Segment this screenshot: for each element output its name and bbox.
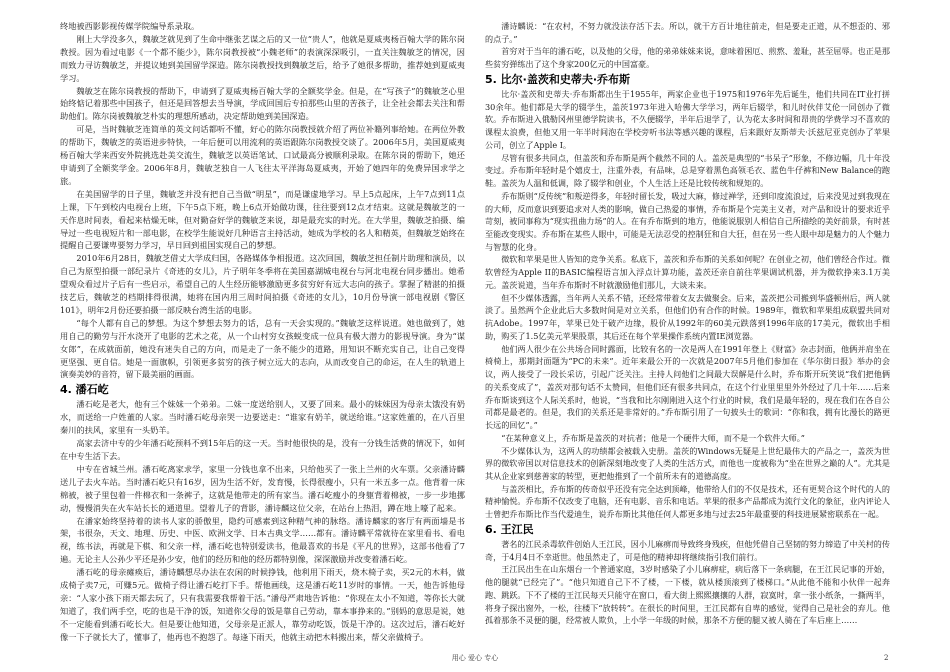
paragraph: 潘石屹的母亲瘫痪后，潘诗麟想尽办法在农闲的时候挣钱，他利用下雨天，烧木椅子卖，买2元的木料，做成椅子卖7元，可赚5元。做椅子得让潘石屹打下手。帮他画线，这是潘石屹11岁时的事情。一天，他告诉他母亲：“人家小孩下雨天都去玩了，只有我需要我帮着干活。”潘母严肃地告诉他：“你现在太小不知道，等你长大就知道了，我们两手空，吃的也是干净的饭，知道你父母的饭是靠自己劳动，靠本事挣来的。”别妈的意思是说，她不一定能看到潘石屹长大。但是要让他知道，父母亲是正派人，靠劳动吃饭，饭是干净的。这次过后，潘石屹好像一下子就长大了，懂事了，他再也不抱怨了。每逢下雨天，他就主动把木料搬出来，帮父亲做椅子。	[60, 567, 465, 642]
paragraph: 2010年6月28日，魏敏芝借丈大学成归国，各路媒体争相报道。这次回国，魏敏芝担任制片助理和演员，以自己为原型拍摄一部纪录片《奇迹的女儿》，片子明年冬季将在美国嘉湖城电视台与河北电视台同步播出。她希望观众看过片子后有一些启示，希望自己的人生经历能够激励更多贫穷好有远大志向的孩子。掌握了精湛的拍摄技艺后，魏敏芝的档期排得很满，她将在国内用三周时间拍摄《奇迹的女儿》，10月份导演一部电视剧《警区101》，明年2月份还要拍摄一部反映台湾生活的电影。	[60, 253, 465, 315]
paragraph: 潘诗麟说：“在农村，不努力就没法存活下去。所以，就干方百计地往前走，但是要走正道，从不想歪的、邪的点子。”	[485, 21, 890, 44]
left-column	[60, 20, 465, 644]
paragraph: 乔布斯则“反传统”和叛逆得多，年轻时留长发，吸过大麻，修过禅学，还到印度流浪过，后来没见过到我现在的大师，反而意识到要追求对人类的影响，做自己热爱的事情，乔布斯是个完美主义者，对产品和设计的要求近乎苛刻，被同事称为“现实扭曲力场”的人。在有乔布斯到的地方，他能说服别人相信自己所描绘的美好前景，有时甚至能改变现实。乔布斯在某些人眼中，可能是无法忍受的控制狂和自大狂，但在另一些人眼中却是魅力的人个魅力与智慧的化身。	[485, 190, 890, 252]
paragraph: 比尔·盖茨和史蒂夫·乔布斯都出生于1955年，两家企业也于1975和1976年先后诞生，他们共同在IT业打拼30余年。他们都是大学的辍学生，盖茨1973年进入哈佛大学学习，两年后辍学，和儿时伙伴艾伦一同创办了微软。乔布斯进入俄勒冈州里德学院读书，不久便辍学，半年后退学了，认为花太多时间和昂贵的学费学习不喜欢的课程太浪费，但他又用一年半时间泡在学校旁听书法等感兴趣的课程，后来跟好友斯蒂夫·沃兹尼亚克创办了苹果公司，创立了Apple I。	[485, 88, 890, 150]
paragraph: 尽管有很多共同点，但盖茨和乔布斯是两个截然不同的人。盖茨是典型的“书呆子”形象，不修边幅，几十年没变过。乔布斯年轻时是个嬉皮士，注重外表，有品味，总是穿着黑色高领毛衣、蓝色牛仔裤和New Balance的跑鞋。盖茨为人温和低调，除了辍学和创业，个人生活上还是比较传统和规矩的。	[485, 152, 890, 189]
paragraph: 不少媒体认为，这两人的功绩都会被载入史册。盖茨的Windows无疑是上世纪最伟大的产品之一，盖茨为世界的微软帝国以对信息技术的创新深刻地改变了人类的生活方式，而他也一度被称为“坐在世界之巅的人”。尤其是其从企业家到慈善家的转型，更把他推到了一个前所未有的道德高度。	[485, 445, 890, 481]
paragraph: 高家去济中专的少年潘石屹预料不到15年后的这一天。当时他很快的是，没有一分钱生活费的情况下，如何在中专生活下去。	[60, 438, 465, 461]
paragraph: 他们两人很少在公共场合同时露面，比较有名的一次是两人在1991年登上《财富》杂志封面，他俩并肩坐在椅椅上，那期封面题为“PC的未来”。近年来最公开的一次就是2007年5月他们参加在《华尔街日报》举办的会议，两人接受了一段长采访，引起广泛关注。主持人问他们之间最大误解是什么时，乔布斯开玩笑说“我们把他俩的关系变成了”，盖茨对那句话不太赞同，但他们还有很多共同点，在这个行业里里里外外经过了几十年……后来乔布斯谈到这个人际关系时，他说，“当我和比尔刚刚进入这个行业的时候，我们是最年轻的，现在我们在各自公司都是最老的。但是，我们的关系还是非常好的。”乔布斯引用了一句披头士的歌词：“你和我，拥有比漫长的路更长远的回忆”。”	[485, 343, 890, 431]
paragraph: “每个人都有自己的梦想。为这个梦想去努力的话，总有一天会实现的。”魏敏芝这样说道。她也做到了，她用自己的勤劳与汗水浇开了电影的艺术之花，从一个山村穷女孩蜕变成一位具有极大潜力的影视导演。身为“谋女郎”，在成就面前，她没有迷失自己的方向，而是走了一条不能少的道路，用知识不断充实自己，让自己变得更坚强、更自信。她是一面旗帜，引领更多贫穷的孩子树立远大的志向，从而改变自己的命运，在人生的轨道上演奏美妙的音符，留下最美丽的画面。	[60, 317, 465, 380]
paragraph: 著名的江民杀毒软件创始人王江民，因小儿麻痹而导致终身残疾，但他凭借自己坚韧的努力缔造了中关村的传奇，于4月4日不幸逝世。他虽然走了，可是他的精神却将继续指引我们前行。	[485, 538, 890, 562]
paragraph: 终地被西影影视传媒学院编导系录取。	[60, 21, 200, 31]
paragraph: 在美国留学的日子里，魏敏芝并没有把自己当做“明星”，而是谦虚地学习。早上5点起床，上午7点到11点上课，下午到校内电视台上班，下午5点下班，晚上6点开始做功课，往往要到12点才结束。这就是魏敏芝的一天作息时间表，看起来枯燥无味，但对勤奋好学的魏敏芝来说，却是最充实的时光。在大学里，魏敏芝拍摄、编导过一些电视短片和一部电影，在校学生能说好几种语言主持活动，她成为学校的名人和精英，但魏敏芝始终在提醒自己要谦卑要努力学习，早日回到祖国实现自己的梦想。	[60, 188, 465, 251]
paragraph: 中专在省城兰州。潘石屹离家求学，家里一分钱也拿不出来，只给他买了一张上兰州的火车票。父亲潘诗麟送儿子去火车站。当时潘石屹只有16岁，因为生活不好，发育慢，长得很瘦小，只有一米五多一点。他背着一床棉被，被子里包着一件棉衣和一条裤子，这就是他带走的所有家当。潘石屹瘦小的身躯背着棉被，一步一步地挪动，慢慢消失在火车站长长的通道里。望着儿子的背影，潘诗麟这位父亲，在站台上热泪，蹲在地上嚎了起来。	[60, 463, 465, 513]
page-number: 2	[884, 654, 889, 662]
paragraph: 在潘家始终坚持着的读书人家的骄傲里，隐约可感素到这种精气神的脉络。潘诗麟家的客厅有两面墙是书架，书很杂，天文、地理、历史、中医、欧洲文学、日本古典文学……都有。潘诗麟平常就待在家里看书、看电视，练书法，再就是下棋、和父亲一样，潘石屹也特别爱读书，他最喜欢的书是《平凡的世界》，这部书他看了7遍。无论主人公孙少平还是孙少安，他们的经历和他的经历都特别像，深深激励并改变着潘石屹。	[60, 515, 465, 565]
section-heading: 6. 王江民	[485, 522, 534, 536]
paragraph: 但不少媒体透露，当年两人关系不错，还经常带着女友去做聚会。后来，盖茨把公司搬到华盛顿州后，两人就淡了。虽然两个企业此后大多数时间是对立关系，但他们仍有合作的时候。1989年，微软和苹果组成联盟共同对抗Adobe。1997年，苹果已处于破产边缘，股价从1992年的60美元跌落到1996年底的17美元，微软出手相助，购买了1.5亿美元苹果股票，其后还在每个苹果操作系统内置IE浏览器。	[485, 292, 890, 341]
paragraph: 可是，当时魏敏芝连简单的英文问话都听不懂，好心的陈尔岗教授就介绍了两位补籍列事给她。在两位外教的帮助下，魏敏芝的英语进步特快，一年后便可以用流利的英语跟陈尔岗教授交谈了。2006年5月，美国夏威夷杨百翰大学来西安外院挑选赴美交流生，魏敏芝以英语笔试、口试最高分被顺利录取。在陈尔岗的帮助下，她还申请到了全额奖学金。2006年8月，魏敏芝独自一人飞往太平洋海岛夏威夷，开始了她四年的免费异国求学之旅。	[60, 124, 465, 186]
paragraph: 魏敏芝在陈尔岗教授的帮助下，申请到了夏威夷杨百翰大学的全额奖学金。但是，在“写孩子”的魏敏芝心里始终惦记着那些中国孩子，但还是回答想去当导演，学成回国后专拍那些山里的苦孩子，让全社会都去关注和帮助他们。陈尔岗被魏敏芝朴实的理想所感动，决定帮助她到美国深造。	[60, 85, 465, 122]
paragraph: 微软和苹果是世人皆知的竞争关系。私底下，盖茨和乔布斯的关系如何呢？在创业之初，他们曾经合作过。微软曾经为Apple II的BASIC编程语言加入浮点计算功能，盖茨还亲自前往苹果调试机器，并为微软挣来3.1万美元。盖茨说道，当年乔布斯时不时就激励他们那儿，大谈未来。	[485, 254, 890, 290]
paragraph: 首穷对于当年的潘石屹，以及他的父母，他的弟弟妹妹来说，意味着困厄、煎熬、羞耻，甚至屈辱。也正是那些贫穷弹练出了这个身家200亿元的中国富豪。	[485, 46, 890, 70]
paragraph: 刚上大学没多久，魏敏芝就见到了生命中继张艺谋之后的又一位“贵人”，他就是夏威夷杨百翰大学的陈尔岗教授。因为看过电影《一个都不能少》，陈尔岗教授被“小魏老师”的表演深深吸引，一直关注魏敏芝的情况，因而致力寻访魏敏芝，并提议她到美国留学深造。陈尔岗教授找到魏敏芝后，给予了她很多帮助，推荐她到夏威夷学习。	[60, 33, 465, 83]
section-heading: 4. 潘石屹	[60, 383, 109, 397]
section-heading: 5. 比尔·盖茨和史蒂夫·乔布斯	[485, 72, 631, 86]
page-footer: 用心 爱心 专心	[451, 654, 499, 662]
right-column	[485, 20, 890, 627]
paragraph: “在某种意义上，乔布斯是盖茨的对抗者；他是一个硬件大师，而不是一个软件大师。”	[501, 432, 805, 443]
paragraph: 王江民出生在山东烟台一个普通家庭，3岁时感染了小儿麻痹症，病后落下一条病腿，在王江民记事的开始，他的腿就“已经完了”。“他只知道自己下不了楼，一下楼，就从楼顶滚到了楼梯口。”从此他不能和小伙伴一起奔跑、跳跃。下不了楼的王江民每天只能守在窗口，看大街上熙熙攘攘的人群，寂寞时，拿一张小纸条，一撕两半，将身子探出窗外，一松，往楼下“放转转”。在很长的时间里，王江民都有自卑的感觉，觉得自己是社会的弃儿。他孤着那条不灵便的腿，经常被人欺负，上小学一年级的时候，那条不方便的腿又被人骑在了车后座上……	[485, 564, 890, 626]
paragraph: 与盖茨相比，乔布斯的传奇似乎还没有完全达到顶峰，他带给人们的不仅是技术，还有更契合这个时代的人的精神愉悦。乔布斯不仅改变了电脑，还有电影、音乐和电话。苹果的很多产品都成为流行文化的象征，业内评论人士曾把乔布斯比作当代爱迪生，说乔布斯比其他任何人都更多地与过去25年最重要的科技进展紧密联系在一起。	[485, 483, 890, 520]
paragraph: 潘石屹是老大，他有三个妹妹一个弟弟。二妹一度送给别人，又要了回来。最小的妹妹因为母亲太饿没有奶水，而送给一户姓董的人家。当时潘石屹母亲哭一边要送走：“谁家有奶羊，就送给谁。”这家姓董的，在八百里秦川的扶风，家里有一头奶羊。	[60, 399, 465, 436]
